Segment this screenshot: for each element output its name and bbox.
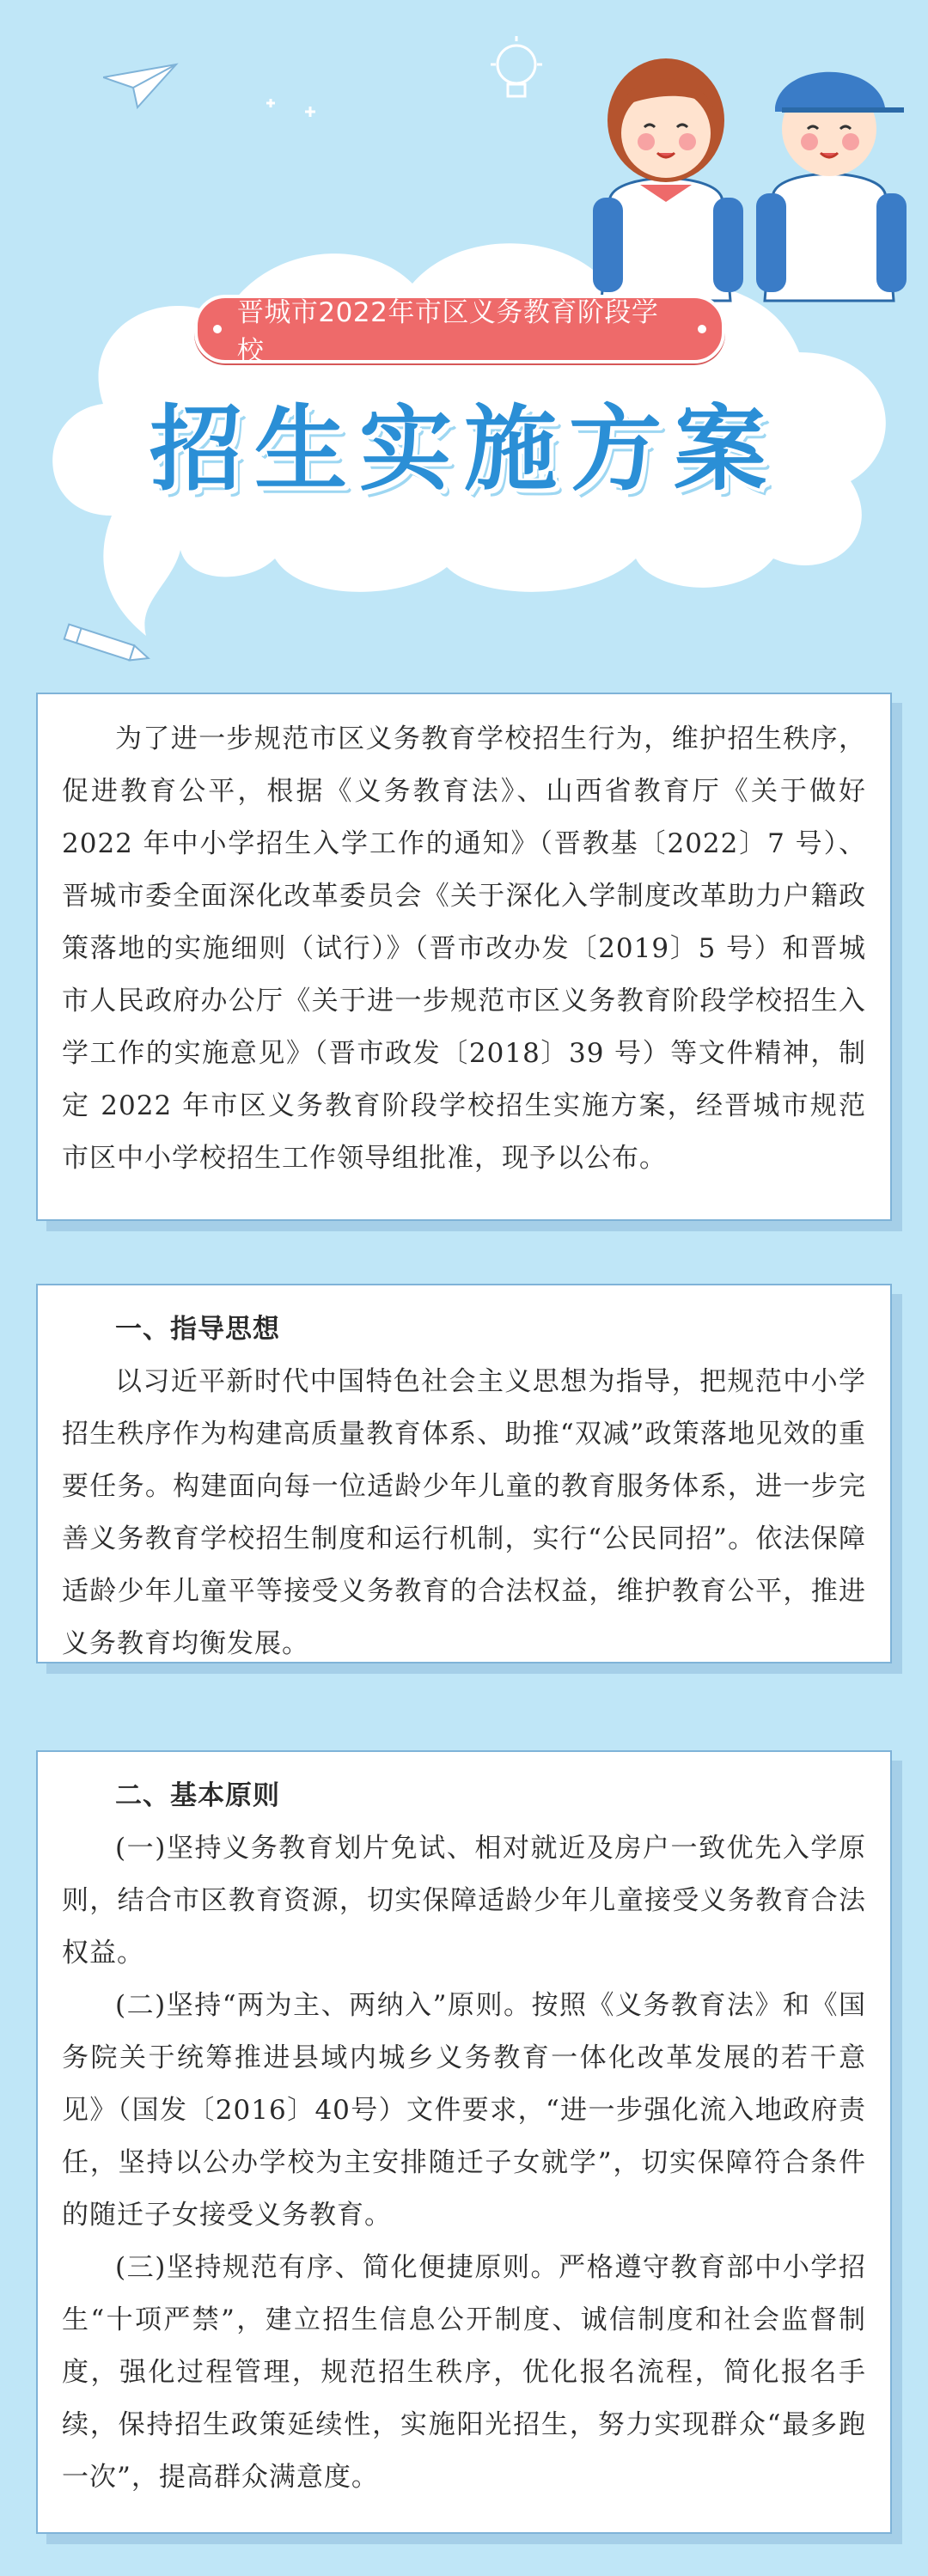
page-title: 招生实施方案 bbox=[149, 396, 778, 504]
sparkle-decoration bbox=[258, 86, 327, 137]
banner-dot-right bbox=[698, 325, 706, 333]
banner-dot-left bbox=[213, 325, 222, 333]
subtitle-banner bbox=[194, 295, 725, 367]
intro-card bbox=[36, 693, 892, 1221]
basic-principles-card bbox=[36, 1750, 892, 2534]
principle-item-2: (二)坚持“两为主、两纳入”原则。按照《义务教育法》和《国务院关于统筹推进县域内城乡义务教育一体化改革发展的若干意见》（国发〔2016〕40号）文件要求，“进一步强化流入地政府责任，坚持以公办学校为主安排随迁子女就学”，切实保障符合条件的随迁子女接受义务教育。 bbox=[62, 1990, 866, 2231]
cartoon-kids-illustration bbox=[584, 26, 928, 309]
principle-item-1: (一)坚持义务教育划片免试、相对就近及房户一致优先入学原则，结合市区教育资源，切实保障适龄少年儿童接受义务教育合法权益。 bbox=[62, 1833, 866, 1969]
guide-paragraph: 以习近平新时代中国特色社会主义思想为指导，把规范中小学招生秩序作为构建高质量教育体系、助推“双减”政策落地见效的重要任务。构建面向每一位适龄少年儿童的教育服务体系，进一步完善义务教育学校招生制度和运行机制，实行“公民同招”。依法保障适龄少年儿童平等接受义务教育的合法权益，维护教育公平，推进义务教育均衡发展。 bbox=[62, 1366, 866, 1659]
guide-heading: 一、指导思想 bbox=[115, 1314, 280, 1345]
basic-heading: 二、基本原则 bbox=[115, 1780, 280, 1811]
subtitle-text: 晋城市2022年市区义务教育阶段学校 bbox=[236, 297, 659, 367]
light-bulb-icon bbox=[486, 34, 546, 112]
guide-card bbox=[36, 1284, 892, 1663]
intro-paragraph: 为了进一步规范市区义务教育学校招生行为，维护招生秩序，促进教育公平，根据《义务教育法》、山西省教育厅《关于做好 2022 年中小学招生入学工作的通知》（晋教基〔2022〕7 号）、晋城市委全面深化改革委员会《关于深化入学制度改革助力户籍政策落地的实施细则（试行）》（晋市改办发〔2019〕5 号）和晋城市人民政府办公厅《关于进一步规范市区义务教育阶段学校招生入学工作的实施意见》（晋市政发〔2018〕39 号）等文件精神，制定 2022 年市区义务教育阶段学校招生实施方案，经晋城市规范市区中小学校招生工作领导组批准，现予以公布。 bbox=[62, 723, 866, 1174]
paper-plane-icon bbox=[103, 60, 180, 112]
pencil-icon bbox=[52, 619, 155, 670]
principle-item-3: (三)坚持规范有序、简化便捷原则。严格遵守教育部中小学招生“十项严禁”，建立招生信息公开制度、诚信制度和社会监督制度，强化过程管理，规范招生秩序，优化报名流程，简化报名手续，保持招生政策延续性，实施阳光招生，努力实现群众“最多跑一次”，提高群众满意度。 bbox=[62, 2252, 866, 2493]
